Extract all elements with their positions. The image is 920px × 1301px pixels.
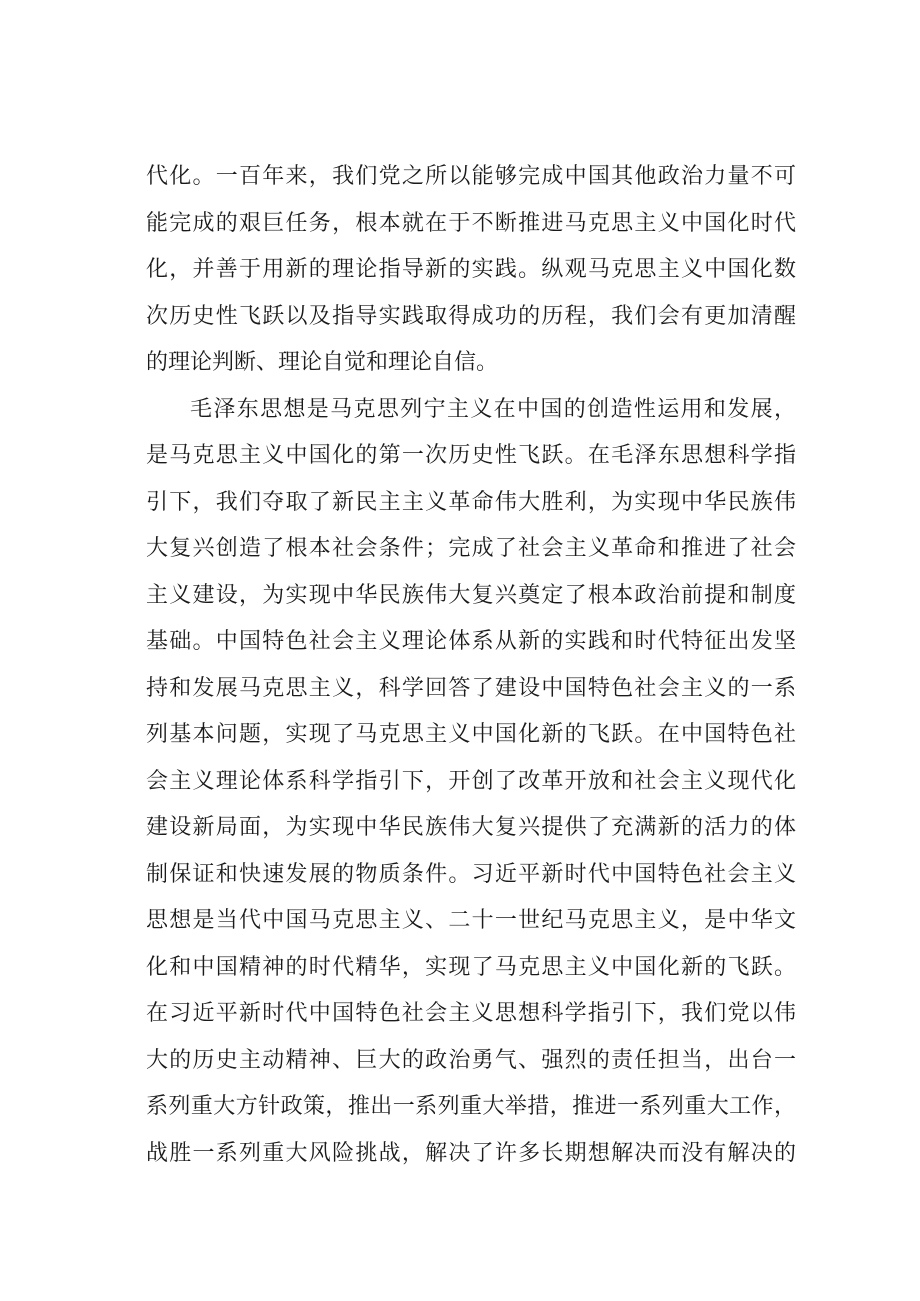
text-line: 思想是当代中国马克思主义、二十一世纪马克思主义，是中华文: [146, 908, 796, 933]
body-text: [146, 154, 796, 1177]
text-line: 能完成的艰巨任务，根本就在于不断推进马克思主义中国化时代: [146, 210, 796, 236]
text-line: 的理论判断、理论自觉和理论自信。: [146, 350, 499, 375]
text-line: 次历史性飞跃以及指导实践取得成功的历程，我们会有更加清醒: [146, 303, 796, 329]
text-line: 毛泽东思想是马克思列宁主义在中国的创造性运用和发展，: [190, 396, 796, 422]
text-line: 代化。一百年来，我们党之所以能够完成中国其他政治力量不可: [146, 164, 796, 189]
text-line: 列基本问题，实现了马克思主义中国化新的飞跃。在中国特色社: [146, 722, 796, 747]
text-line: 在习近平新时代中国特色社会主义思想科学指引下，我们党以伟: [146, 1001, 796, 1026]
text-line: 主义建设，为实现中华民族伟大复兴奠定了根本政治前提和制度: [146, 582, 796, 608]
text-line: 会主义理论体系科学指引下，开创了改革开放和社会主义现代化: [146, 768, 796, 794]
paragraph-1: [146, 154, 796, 387]
text-line: 战胜一系列重大风险挑战，解决了许多长期想解决而没有解决的: [146, 1140, 796, 1166]
text-line: 大的历史主动精神、巨大的政治勇气、强烈的责任担当，出台一: [146, 1047, 796, 1073]
text-line: 系列重大方针政策，推出一系列重大举措，推进一系列重大工作，: [146, 1094, 796, 1119]
text-line: 是马克思主义中国化的第一次历史性飞跃。在毛泽东思想科学指: [146, 443, 796, 468]
text-line: 建设新局面，为实现中华民族伟大复兴提供了充满新的活力的体: [146, 815, 796, 840]
text-line: 化，并善于用新的理论指导新的实践。纵观马克思主义中国化数: [146, 257, 796, 282]
text-line: 基础。中国特色社会主义理论体系从新的实践和时代特征出发坚: [146, 629, 796, 654]
text-line: 大复兴创造了根本社会条件；完成了社会主义革命和推进了社会: [146, 536, 796, 561]
text-line: 持和发展马克思主义，科学回答了建设中国特色社会主义的一系: [146, 675, 796, 701]
text-line: 制保证和快速发展的物质条件。习近平新时代中国特色社会主义: [146, 861, 796, 887]
text-line: 引下，我们夺取了新民主主义革命伟大胜利，为实现中华民族伟: [146, 489, 796, 515]
paragraph-2: [146, 387, 796, 1178]
text-line: 化和中国精神的时代精华，实现了马克思主义中国化新的飞跃。: [146, 954, 796, 980]
